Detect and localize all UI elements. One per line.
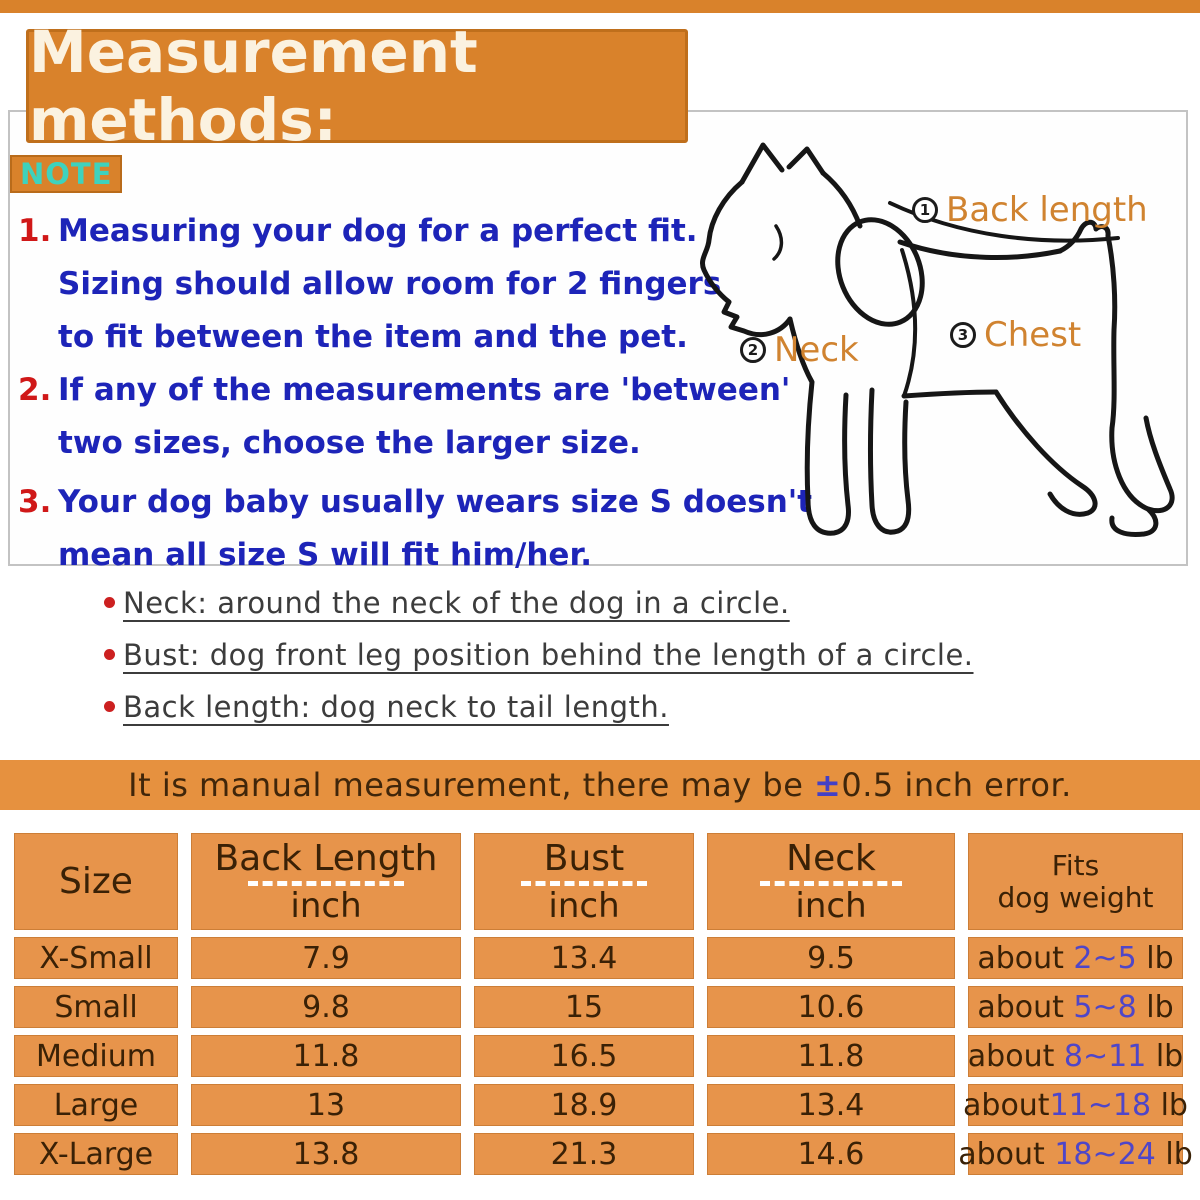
cell-back-length: 9.8	[191, 986, 461, 1028]
page-title-text: Measurement methods:	[29, 18, 478, 154]
note-line: mean all size S will fit him/her.	[58, 537, 593, 573]
definition-text: Back length: dog neck to tail length.	[123, 690, 669, 724]
definition-neck	[104, 586, 974, 620]
neck-label-text: Neck	[774, 330, 859, 370]
cell-bust: 13.4	[474, 937, 694, 979]
dog-belly	[904, 392, 996, 396]
page-title	[26, 18, 688, 154]
circled-2-icon: 2	[740, 337, 766, 363]
cell-size: Medium	[14, 1035, 178, 1077]
dashed-divider	[760, 881, 903, 886]
label-back-length	[912, 190, 1148, 230]
label-chest	[950, 315, 1081, 355]
header-bust: Bust inch	[474, 833, 694, 930]
cell-neck: 9.5	[707, 937, 955, 979]
cell-bust: 21.3	[474, 1133, 694, 1175]
dog-rear-leg	[1108, 236, 1172, 511]
cell-back-length: 13.8	[191, 1133, 461, 1175]
cell-bust: 16.5	[474, 1035, 694, 1077]
cell-bust: 18.9	[474, 1084, 694, 1126]
note-badge-text: NOTE	[20, 157, 113, 191]
measurement-error-notice	[0, 760, 1200, 810]
dashed-divider	[521, 881, 647, 886]
cell-weight: about 8~11 lb	[968, 1035, 1183, 1077]
circled-1-icon: 1	[912, 197, 938, 223]
cell-neck: 14.6	[707, 1133, 955, 1175]
cell-weight: about 5~8 lb	[968, 986, 1183, 1028]
note-badge	[10, 155, 122, 193]
plus-minus-symbol: ±	[814, 766, 842, 804]
header-fits-weight: Fits dog weight	[968, 833, 1183, 930]
header-back-length: Back Length inch	[191, 833, 461, 930]
header-neck: Neck inch	[707, 833, 955, 930]
note-text	[58, 364, 790, 470]
cell-size: X-Large	[14, 1133, 178, 1175]
label-neck	[740, 330, 859, 370]
chest-label-text: Chest	[984, 315, 1082, 355]
note-line: Your dog baby usually wears size S doesn't	[58, 484, 813, 520]
notice-text: It is manual measurement, there may be ±0.5 inch error.	[128, 766, 1072, 804]
note-line: Sizing should allow room for 2 fingers	[58, 266, 722, 302]
dog-brow	[774, 226, 781, 259]
cell-weight: about 18~24 lb	[968, 1133, 1183, 1175]
note-item-1	[18, 205, 721, 364]
note-number: 1.	[18, 213, 52, 249]
cell-neck: 10.6	[707, 986, 955, 1028]
cell-size: X-Small	[14, 937, 178, 979]
cell-weight: about11~18 lb	[968, 1084, 1183, 1126]
cell-size: Large	[14, 1084, 178, 1126]
cell-neck: 11.8	[707, 1035, 955, 1077]
cell-size: Small	[14, 986, 178, 1028]
dog-back	[900, 242, 1060, 258]
dashed-divider	[248, 881, 403, 886]
dog-rear-paw	[1112, 509, 1156, 534]
cell-back-length: 11.8	[191, 1035, 461, 1077]
definition-text: Neck: around the neck of the dog in a circle.	[123, 586, 790, 620]
measurement-definitions	[104, 586, 974, 742]
cell-back-length: 13	[191, 1084, 461, 1126]
dog-ears	[742, 145, 823, 182]
note-text	[58, 205, 721, 364]
dog-front-leg-2	[871, 390, 909, 532]
note-line: to fit between the item and the pet.	[58, 319, 688, 355]
size-chart-table	[14, 833, 1193, 1175]
cell-back-length: 7.9	[191, 937, 461, 979]
back-length-label-text: Back length	[946, 190, 1148, 230]
circled-3-icon: 3	[950, 322, 976, 348]
dog-hind-leg	[996, 392, 1095, 514]
definition-text: Bust: dog front leg position behind the length of a circle.	[123, 638, 974, 672]
note-number: 2.	[18, 372, 52, 408]
note-number: 3.	[18, 484, 52, 520]
cell-bust: 15	[474, 986, 694, 1028]
note-line: Measuring your dog for a perfect fit.	[58, 213, 698, 249]
header-size: Size	[14, 833, 178, 930]
note-line: two sizes, choose the larger size.	[58, 425, 641, 461]
definition-back-length	[104, 690, 974, 724]
top-accent-strip	[0, 0, 1200, 13]
bullet-icon	[104, 649, 115, 660]
note-item-2	[18, 364, 790, 470]
bullet-icon	[104, 701, 115, 712]
dog-neck-back	[823, 173, 860, 226]
bullet-icon	[104, 597, 115, 608]
cell-weight: about 2~5 lb	[968, 937, 1183, 979]
definition-bust	[104, 638, 974, 672]
cell-neck: 13.4	[707, 1084, 955, 1126]
note-line: If any of the measurements are 'between'	[58, 372, 791, 408]
